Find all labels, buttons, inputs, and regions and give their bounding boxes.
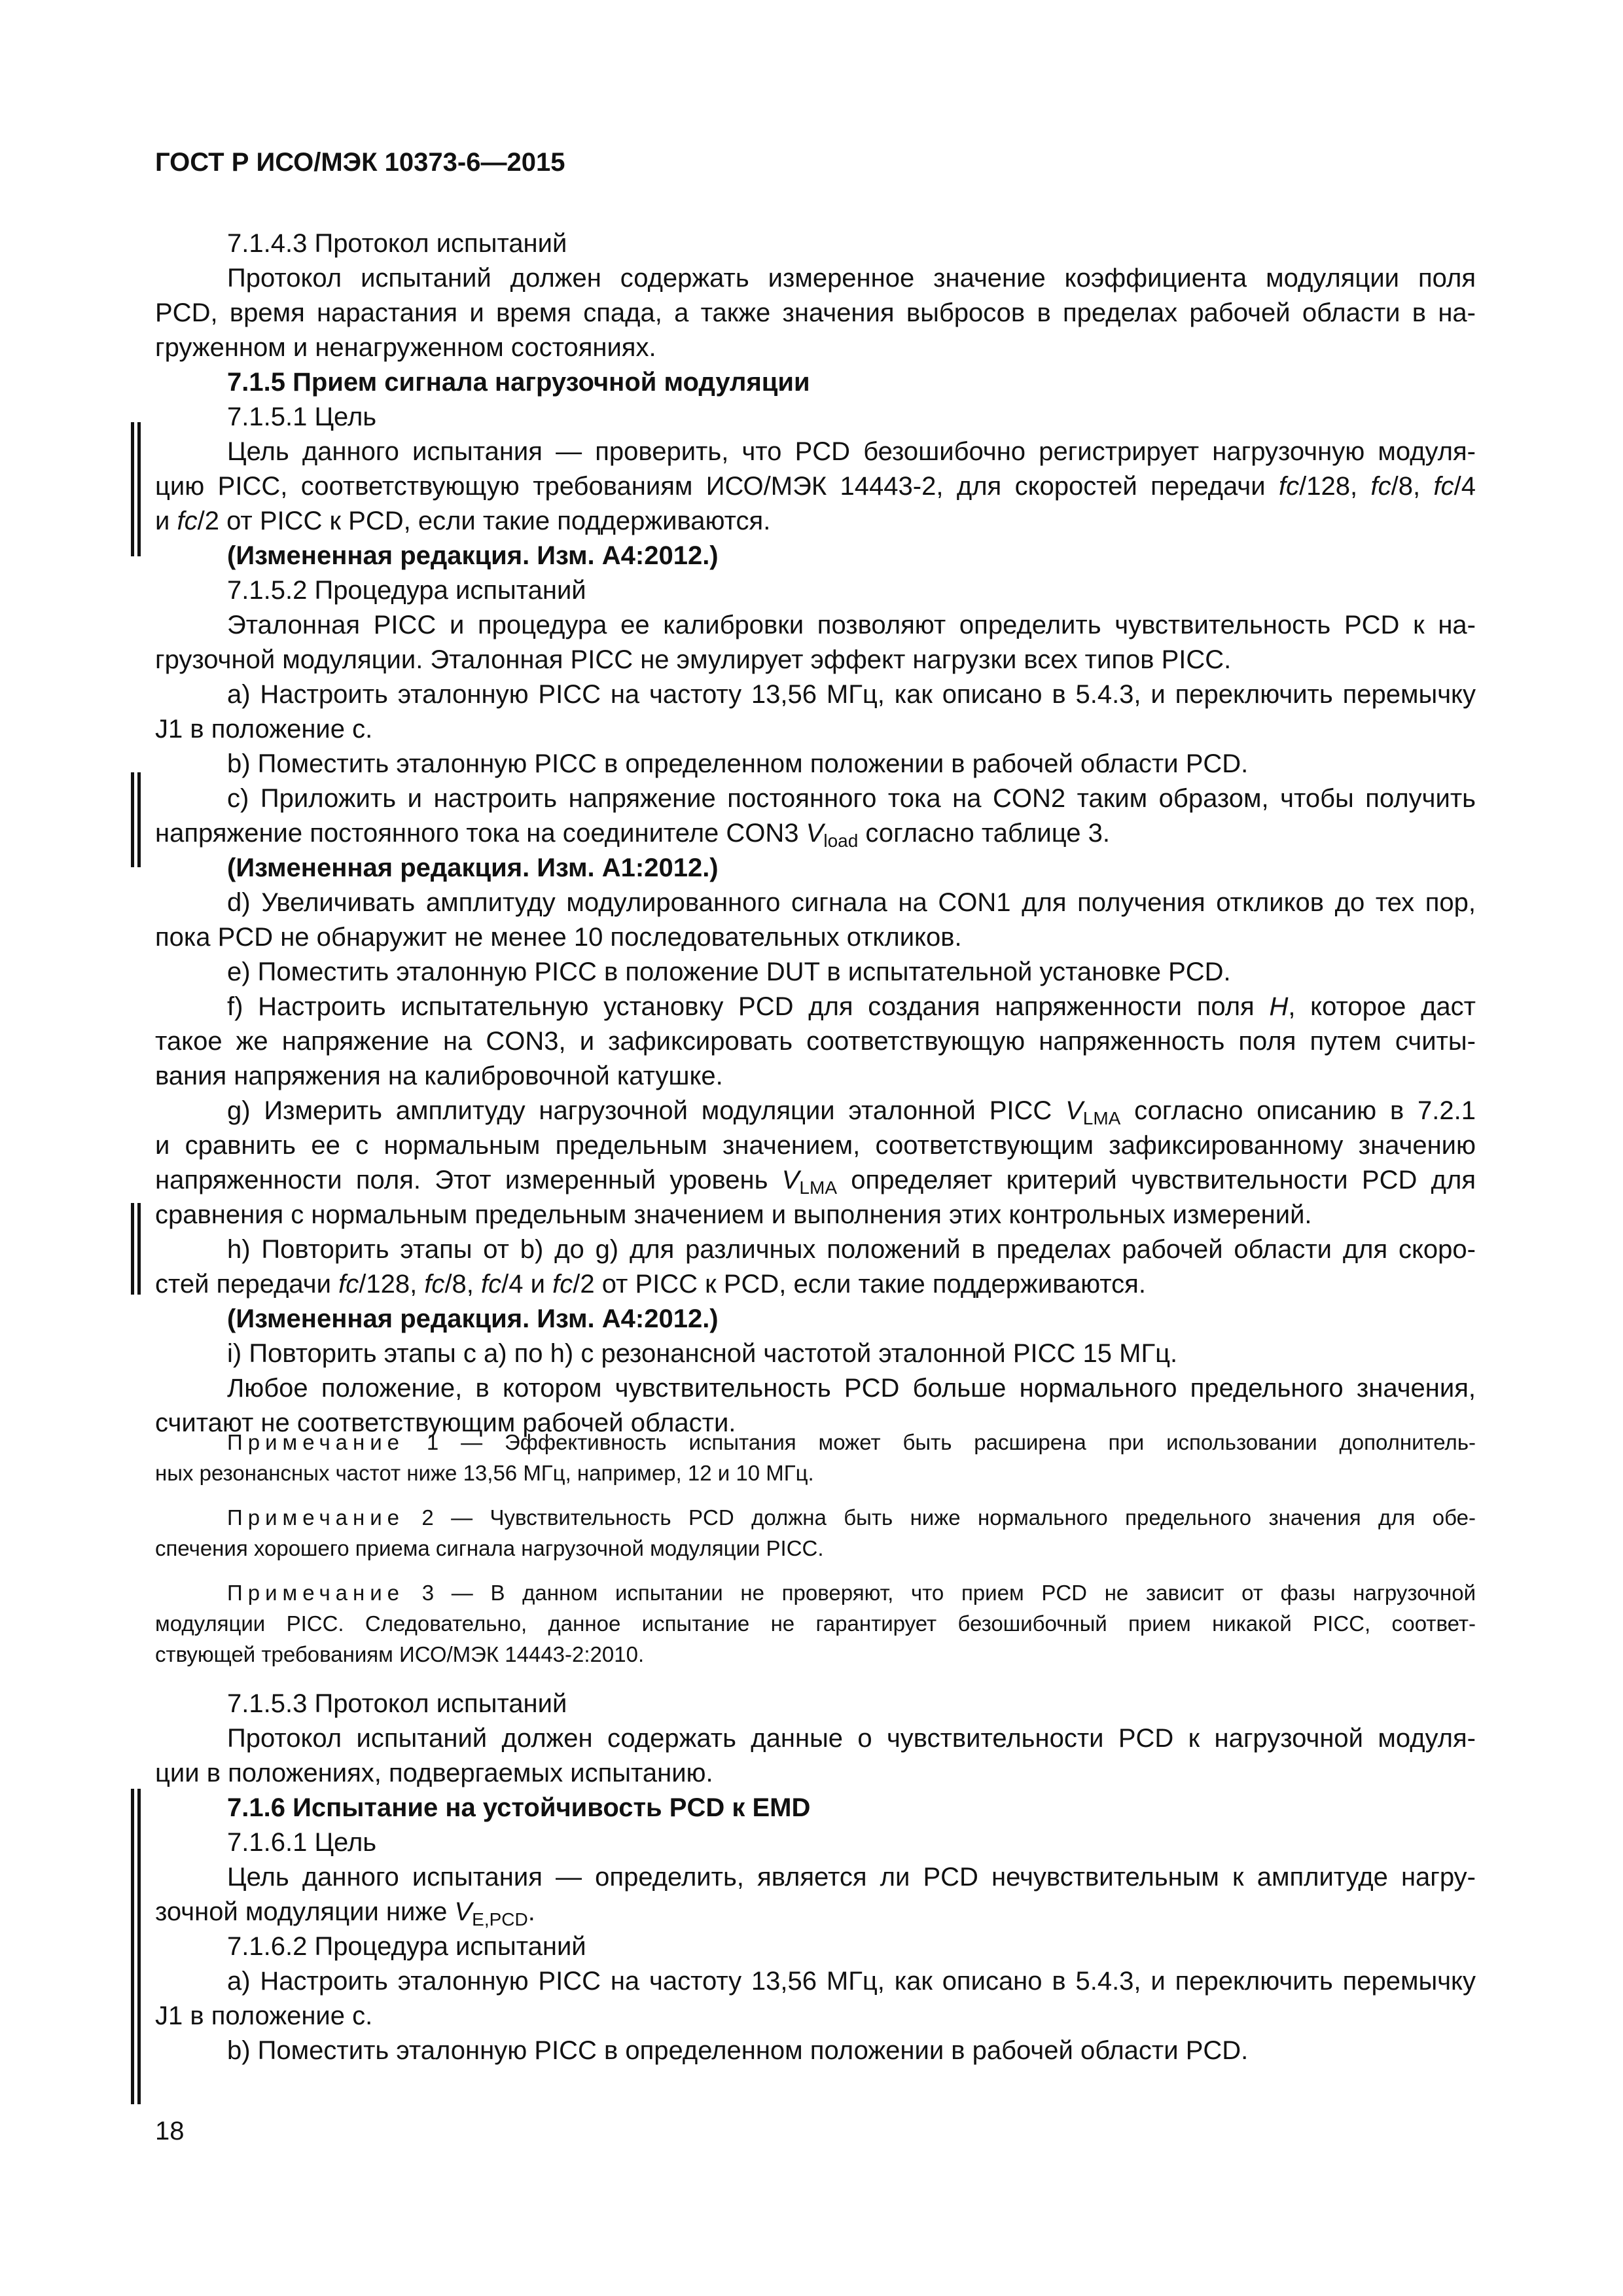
body-text-section-1 (155, 226, 1476, 1441)
paragraph-line: ции в положениях, подвергаемых испытанию. (155, 1759, 713, 1787)
change-bar (131, 422, 141, 556)
section-title: 7.1.6.1 Цель (227, 1828, 377, 1857)
amendment-note: (Измененная редакция. Изм. А4:2012.) (227, 541, 719, 570)
change-bar (131, 1789, 141, 2104)
body-text-section-2 (155, 1687, 1476, 2068)
step-f-cont: вания напряжения на калибровочной катушке. (155, 1062, 723, 1090)
section-title: 7.1.5.1 Цель (227, 403, 377, 431)
section-heading: 7.1.6 Испытание на устойчивость PCD к EMD (227, 1793, 811, 1822)
step-f-cont: такое же напряжение на CON3, и зафиксировать соответствующую напряженность поля путем считы- (155, 1027, 1476, 1056)
step-h: h) Повторить этапы от b) до g) для различных положений в пределах рабочей области для скоро- (227, 1235, 1476, 1264)
step-f: f) Настроить испытательную установку PCD для создания напряженности поля H, которое даст (227, 992, 1476, 1021)
change-bar (131, 772, 141, 867)
note-label: Примечание (227, 1581, 405, 1605)
paragraph-line: цию PICC, соответствующую требованиям ИСО/МЭК 14443-2, для скоростей передачи fc/128, fc/8, fc/4 (155, 472, 1476, 501)
paragraph-line: Протокол испытаний должен содержать измеренное значение коэффициента модуляции поля (227, 264, 1476, 293)
step-a-cont: J1 в положение c. (155, 2001, 373, 2030)
standard-header: ГОСТ Р ИСО/МЭК 10373-6—2015 (155, 148, 565, 177)
note-3: Примечание 3 — В данном испытании не проверяют, что прием PCD не зависит от фазы нагрузочной модуляции PICC. Следовательно, данное испытание не гарантирует безошибочный прием никакой PICC, соответ- ствующей требованиям ИСО/МЭК 14443-2:2010. (155, 1581, 1476, 1666)
paragraph-line: и fc/2 от PICC к PCD, если такие поддерживаются. (155, 507, 771, 535)
paragraph-line: Эталонная PICC и процедура ее калибровки позволяют определить чувствительность PCD к на- (227, 611, 1476, 639)
paragraph-line: считают не соответствующим рабочей области. (155, 1408, 736, 1437)
step-b: b) Поместить эталонную PICC в определенном положении в рабочей области PCD. (227, 2036, 1249, 2065)
step-g-cont: сравнения с нормальным предельным значением и выполнения этих контрольных измерений. (155, 1200, 1312, 1229)
step-d: d) Увеличивать амплитуду модулированного сигнала на CON1 для получения откликов до тех пор, (227, 888, 1476, 917)
amendment-note: (Измененная редакция. Изм. А4:2012.) (227, 1304, 719, 1333)
step-i: i) Повторить этапы с a) по h) с резонансной частотой эталонной PICC 15 МГц. (227, 1339, 1178, 1368)
step-h-cont: стей передачи fc/128, fc/8, fc/4 и fc/2 от PICC к PCD, если такие поддерживаются. (155, 1270, 1146, 1299)
paragraph-line: Протокол испытаний должен содержать данные о чувствительности PCD к нагрузочной модуля- (227, 1724, 1476, 1753)
amendment-note: (Измененная редакция. Изм. А1:2012.) (227, 853, 719, 882)
section-title: 7.1.6.2 Процедура испытаний (227, 1932, 586, 1961)
step-g: g) Измерить амплитуду нагрузочной модуляции эталонной PICC $V_{LMA}$ согласно описанию в 7.2.1 (227, 1096, 1476, 1128)
step-g-cont: и сравнить ее с нормальным предельным значением, соответствующим зафиксированному значению (155, 1131, 1476, 1160)
step-g-cont: напряженности поля. Этот измеренный уровень $V_{LMA}$ определяет критерий чувствительности PCD для (155, 1166, 1476, 1198)
step-c: c) Приложить и настроить напряжение постоянного тока на CON2 таким образом, чтобы получить (227, 784, 1476, 813)
change-bar (131, 1203, 141, 1295)
step-a: a) Настроить эталонную PICC на частоту 13,56 МГц, как описано в 5.4.3, и переключить перемычку (227, 680, 1476, 709)
step-b: b) Поместить эталонную PICC в определенном положении в рабочей области PCD. (227, 749, 1249, 778)
step-a: a) Настроить эталонную PICC на частоту 13,56 МГц, как описано в 5.4.3, и переключить перемычку (227, 1967, 1476, 1996)
step-c-cont: напряжение постоянного тока на соединителе CON3 $V_{load}$ согласно таблице 3. (155, 819, 1110, 851)
paragraph-line: Цель данного испытания — определить, является ли PCD нечувствительным к амплитуде нагру- (227, 1863, 1476, 1892)
step-a-cont: J1 в положение c. (155, 715, 373, 744)
note-1: Примечание 1 — Эффективность испытания может быть расширена при использовании дополнитель- ных резонансных частот ниже 13,56 МГц, например, 12 и 10 МГц. (155, 1430, 1476, 1485)
paragraph-line: PCD, время нарастания и время спада, а также значения выбросов в пределах рабочей области в на- (155, 298, 1476, 327)
note-label: Примечание (227, 1430, 405, 1454)
note-label: Примечание (227, 1505, 405, 1530)
note-2: Примечание 2 — Чувствительность PCD должна быть ниже нормального предельного значения для обе- спечения хорошего приема сигнала нагрузочной модуляции PICC. (155, 1505, 1476, 1560)
section-title: 7.1.5.3 Протокол испытаний (227, 1689, 567, 1718)
paragraph-line: зочной модуляции ниже $V_{E,PCD}$. (155, 1897, 535, 1929)
paragraph-line: груженном и ненагруженном состояниях. (155, 333, 656, 362)
paragraph-line: грузочной модуляции. Эталонная PICC не эмулирует эффект нагрузки всех типов PICC. (155, 645, 1232, 674)
page-number: 18 (155, 2117, 185, 2145)
step-d-cont: пока PCD не обнаружит не менее 10 последовательных откликов. (155, 923, 962, 952)
paragraph-line: Цель данного испытания — проверить, что PCD безошибочно регистрирует нагрузочную модуля- (227, 437, 1476, 466)
step-e: e) Поместить эталонную PICC в положение DUT в испытательной установке PCD. (227, 958, 1231, 986)
section-heading: 7.1.5 Прием сигнала нагрузочной модуляции (227, 368, 810, 397)
paragraph-line: Любое положение, в котором чувствительность PCD больше нормального предельного значения, (227, 1374, 1476, 1403)
section-title: 7.1.5.2 Процедура испытаний (227, 576, 586, 605)
section-title: 7.1.4.3 Протокол испытаний (227, 229, 567, 258)
